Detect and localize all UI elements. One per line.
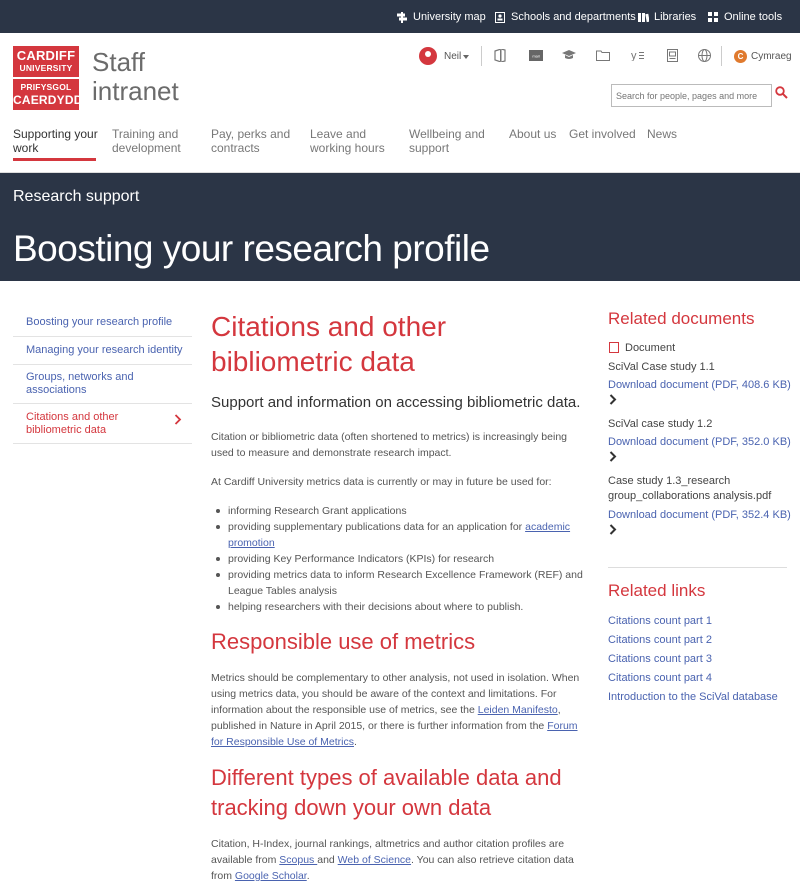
download-document-link[interactable]: Download document (PDF, 408.6 KB) <box>608 379 791 391</box>
scopus-link[interactable]: Scopus <box>279 854 318 866</box>
document-icon <box>609 342 619 353</box>
paragraph-line: using metrics data, you should be aware of the context and limitations. For <box>211 688 557 700</box>
sidebar-item-label: associations <box>26 384 87 396</box>
document-title <box>608 474 771 504</box>
download-document-link[interactable]: Download document (PDF, 352.4 KB) <box>608 509 791 521</box>
nav-label-line-1: Training and <box>112 127 179 141</box>
related-link[interactable]: Citations count part 4 <box>608 672 712 684</box>
nav-label-line-2: contracts <box>211 141 260 155</box>
paragraph-line: used to measure and demonstrate research impact. <box>211 447 452 459</box>
active-nav-indicator <box>13 158 96 161</box>
library-card-icon[interactable] <box>665 48 679 62</box>
paragraph-line: Citation or bibliometric data (often shortened to metrics) is increasingly being <box>211 431 568 443</box>
sidebar-item-managing-identity[interactable] <box>13 337 192 365</box>
related-links-heading: Related links <box>608 581 706 600</box>
utility-bar <box>0 0 800 33</box>
academic-promotion-link[interactable]: academic <box>525 521 571 533</box>
chevron-right-icon[interactable] <box>609 450 617 465</box>
user-name[interactable]: Neil <box>444 51 462 62</box>
page-banner <box>0 173 800 281</box>
download-document-link[interactable]: Download document (PDF, 352.0 KB) <box>608 436 791 448</box>
user-menu-caret-icon[interactable] <box>463 55 469 59</box>
divider <box>608 567 787 568</box>
sidebar-item-label: Citations and other <box>26 410 119 423</box>
nav-label-line-2: working hours <box>310 141 385 155</box>
forum-responsible-metrics-link[interactable]: Forum <box>547 720 578 732</box>
site-title[interactable] <box>92 48 179 106</box>
related-link[interactable]: Citations count part 1 <box>608 615 712 627</box>
list-item: providing Key Performance Indicators (KPIs) for research <box>228 551 588 567</box>
svg-text:mail: mail <box>532 53 540 58</box>
paragraph-line <box>211 852 589 868</box>
logo-welsh <box>13 79 83 110</box>
list-item-text: League Tables analysis <box>228 585 337 597</box>
divider <box>721 46 722 66</box>
book-icon <box>638 12 648 22</box>
paragraph-text: . You can also retrieve citation data <box>411 854 574 866</box>
sidebar-item-citations[interactable] <box>13 404 192 444</box>
nav-about-us[interactable] <box>509 127 556 141</box>
nav-wellbeing-support[interactable] <box>409 127 485 155</box>
web-of-science-link[interactable]: Web of Science <box>337 854 412 866</box>
sidebar-item-boosting[interactable] <box>13 309 192 337</box>
paragraph <box>211 670 589 750</box>
list-item <box>228 519 588 551</box>
nav-get-involved[interactable] <box>569 127 636 141</box>
chevron-right-icon[interactable] <box>609 393 617 408</box>
cymraeg-icon[interactable]: C <box>734 50 747 63</box>
paragraph-line <box>211 718 589 734</box>
folder-icon[interactable] <box>596 48 610 62</box>
nav-leave-working-hours[interactable] <box>310 127 385 155</box>
site-title-line-2: intranet <box>92 76 179 106</box>
paragraph-text: . <box>306 870 310 882</box>
divider <box>481 46 482 66</box>
chevron-right-icon <box>174 412 182 428</box>
nav-supporting-your-work[interactable] <box>13 127 98 155</box>
university-map-label: University map <box>413 10 486 23</box>
nav-label-line-2: work <box>13 141 39 155</box>
logo-line-4: CAERDYDD <box>13 93 83 107</box>
grid-icon <box>708 12 718 22</box>
section-heading <box>211 763 589 823</box>
logo-line-1: CARDIFF <box>16 48 76 63</box>
list-item: informing Research Grant applications <box>228 503 588 519</box>
list-item: helping researchers with their decisions about where to publish. <box>228 599 588 615</box>
leiden-manifesto-link[interactable]: Leiden Manifesto <box>477 704 558 716</box>
search-icon[interactable] <box>775 86 789 100</box>
sidebar-item-label: bibliometric data <box>26 423 107 436</box>
paragraph: At Cardiff University metrics data is currently or may in future be used for: <box>211 476 552 488</box>
paragraph-line: Metrics should be complementary to other analysis, not used in isolation. When <box>211 672 580 684</box>
related-link[interactable]: Citations count part 3 <box>608 653 712 665</box>
paragraph-line <box>211 868 589 884</box>
list-item-text: providing supplementary publications data for an application for <box>228 521 526 533</box>
cymraeg-link[interactable]: Cymraeg <box>751 51 792 62</box>
nav-label-line-1: Get involved <box>569 127 636 141</box>
nav-label-line-1: News <box>647 127 678 141</box>
nav-label-line-1: Pay, perks and <box>211 127 291 141</box>
nav-label-line-1: Wellbeing and <box>409 127 485 141</box>
list-item <box>228 567 588 599</box>
nav-label-line-1: Supporting your <box>13 127 98 141</box>
document-title: SciVal Case study 1.1 <box>608 361 715 373</box>
google-scholar-link[interactable]: Google Scholar <box>234 870 307 882</box>
related-documents-heading: Related documents <box>608 309 755 328</box>
paragraph-text: information about the responsible use of metrics, see the <box>211 704 478 716</box>
paragraph-text: and <box>317 854 338 866</box>
paragraph-line <box>211 734 589 750</box>
document-title-line: group_collaborations analysis.pdf <box>608 490 772 502</box>
article-title-line-2: bibliometric data <box>211 346 415 377</box>
site-title-line-1: Staff <box>92 47 146 77</box>
paragraph <box>211 429 589 461</box>
logo-line-2: UNIVERSITY <box>19 63 73 73</box>
section-heading-line: Different types of available data and <box>211 765 562 790</box>
document-title: SciVal case study 1.2 <box>608 418 713 430</box>
paragraph-text: published in Nature in April 2015, or there is further information from the <box>211 720 548 732</box>
svg-text:y: y <box>631 50 637 61</box>
paragraph-text: available from <box>211 854 280 866</box>
list-item-text: providing metrics data to inform Research Excellence Framework (REF) and <box>228 569 583 581</box>
nav-news[interactable] <box>647 127 677 141</box>
nav-label-line-2: support <box>409 141 450 155</box>
user-avatar-icon[interactable] <box>419 47 437 65</box>
article-lead: Support and information on accessing bibliometric data. <box>211 394 581 411</box>
paragraph-line: Citation, H-Index, journal rankings, altmetrics and author citation profiles are <box>211 838 565 850</box>
libraries-link[interactable] <box>638 0 696 33</box>
related-link[interactable]: Citations count part 2 <box>608 634 712 646</box>
paragraph <box>211 836 589 884</box>
email-icon[interactable] <box>529 48 543 62</box>
paragraph-text: . <box>353 736 357 748</box>
university-map-link[interactable] <box>397 0 486 33</box>
paragraph-text: , <box>557 704 561 716</box>
section-heading: Responsible use of metrics <box>211 629 476 654</box>
paragraph-line <box>211 702 589 718</box>
yammer-icon[interactable] <box>631 48 645 62</box>
document-label: Document <box>625 342 676 354</box>
signpost-icon <box>397 12 407 22</box>
search-input[interactable] <box>611 84 772 107</box>
libraries-label: Libraries <box>654 10 697 23</box>
nav-label-line-1: About us <box>509 127 557 141</box>
sidebar-item-label: Managing your research identity <box>26 344 183 356</box>
nav-label-line-2: development <box>112 141 181 155</box>
article-heading <box>211 309 589 379</box>
contacts-icon <box>495 12 505 22</box>
logo-line-3: PRIFYSGOL <box>20 82 72 92</box>
article-title-line-1: Citations and other <box>211 311 447 342</box>
section-heading-line: tracking down your own data <box>211 795 492 820</box>
nav-label-line-1: Leave and <box>310 127 367 141</box>
sidebar-item-label: Groups, networks and <box>26 371 134 383</box>
globe-icon[interactable] <box>697 48 711 62</box>
office-icon[interactable] <box>493 48 507 62</box>
document-title-line: Case study 1.3_research <box>608 475 731 487</box>
section-title[interactable]: Research support <box>13 188 140 205</box>
chevron-right-icon[interactable] <box>609 523 617 538</box>
related-link[interactable]: Introduction to the SciVal database <box>608 691 778 703</box>
online-tools-link[interactable] <box>708 0 782 33</box>
learning-icon[interactable] <box>562 48 576 62</box>
logo-english <box>13 46 79 77</box>
nav-training-and-development[interactable] <box>112 127 181 155</box>
page-title: Boosting your research profile <box>13 228 490 269</box>
schools-departments-link[interactable] <box>495 0 636 33</box>
sidebar-item-groups-networks[interactable] <box>13 365 192 404</box>
sidebar-item-label: Boosting your research profile <box>26 316 173 328</box>
paragraph-text: from <box>211 870 235 882</box>
academic-promotion-link[interactable]: promotion <box>228 537 275 549</box>
nav-pay-perks-contracts[interactable] <box>211 127 290 155</box>
cardiff-university-logo[interactable] <box>13 46 83 110</box>
schools-departments-label: Schools and departments <box>511 10 636 23</box>
forum-responsible-metrics-link[interactable]: for Responsible Use of Metrics <box>211 736 354 748</box>
online-tools-label: Online tools <box>724 10 783 23</box>
